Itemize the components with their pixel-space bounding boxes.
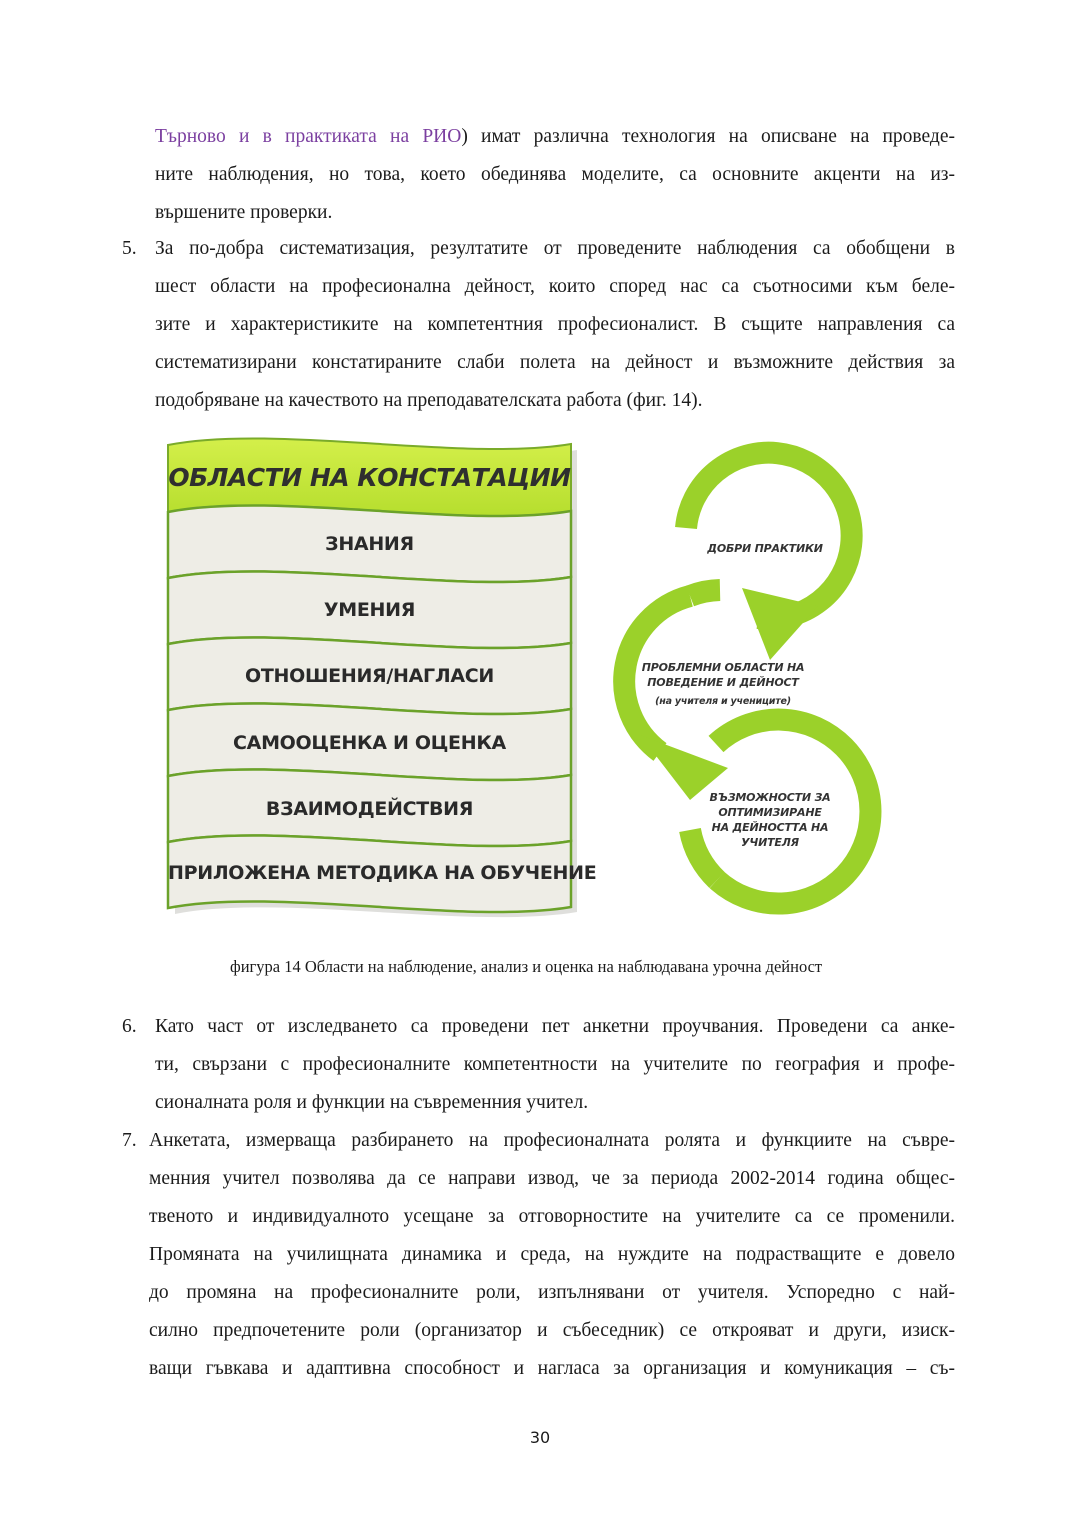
text-line: подобряване на качеството на преподавателската работа (фиг. 14). <box>155 390 703 411</box>
cycle-label-optimization: ВЪЗМОЖНОСТИ ЗА ОПТИМИЗИРАНЕ НА ДЕЙНОСТТА НА УЧИТЕЛЯ <box>709 791 831 849</box>
text-line: систематизирани констатираните слаби полета на дейност и възможните действия за <box>155 352 955 373</box>
text-line: Анкетата, измерваща разбирането на професионалната ролята и функциите на съвре- <box>149 1130 955 1151</box>
text-line: шест области на професионална дейност, които според нас са съотносими към беле- <box>155 276 955 297</box>
band-label-methodology: ПРИЛОЖЕНА МЕТОДИКА НА ОБУЧЕНИЕ <box>168 862 597 884</box>
cycle-label-good-practices: ДОБРИ ПРАКТИКИ <box>707 542 823 555</box>
band-label-skills: УМЕНИЯ <box>323 599 416 621</box>
band-label-knowledge: ЗНАНИЯ <box>325 533 414 555</box>
text-line: до промяна на професионалните роли, изпълнявани от учителя. Успоредно с най- <box>149 1282 955 1303</box>
cycle-ring-middle-tail <box>690 590 720 596</box>
list-item-6 <box>155 1008 955 1122</box>
banner-bands <box>168 505 597 912</box>
text-line: ващи гъвкава и адаптивна способност и нагласа за организация и комуникация – съ- <box>149 1358 955 1379</box>
text-line: Промяната на училищната динамика и среда, на нуждите на подрастващите е довело <box>149 1244 955 1265</box>
band-label-assessment: САМООЦЕНКА И ОЦЕНКА <box>233 732 506 754</box>
list-number: 5. <box>122 238 137 259</box>
text-line: зите и характеристиките на компетентния професионалист. В същите направления са <box>155 314 955 335</box>
text-line: твеното и индивидуалното усещане за отговорностите на учителите са се променили. <box>149 1206 955 1227</box>
page-number: 30 <box>529 1428 551 1447</box>
text-line: За по-добра систематизация, резултатите от проведените наблюдения са обобщени в <box>155 238 955 259</box>
text-line: силно предпочетените роли (организатор и събеседник) се открояват и други, изиск- <box>149 1320 955 1341</box>
inline-link[interactable]: Търново и в практиката на РИО <box>155 126 462 147</box>
band-label-attitudes: ОТНОШЕНИЯ/НАГЛАСИ <box>245 665 494 687</box>
band-label-interactions: ВЗАИМОДЕЙСТВИЯ <box>265 798 474 820</box>
text-line: Като част от изследването са проведени пет анкетни проучвания. Проведени са анке- <box>155 1016 955 1037</box>
text-line: сионалната роля и функции на съвременния учител. <box>155 1092 589 1113</box>
text-line: менния учител позволява да се направи извод, че за периода 2002-2014 година общес- <box>149 1168 955 1189</box>
banner-title: ОБЛАСТИ НА КОНСТАТАЦИИ <box>168 463 571 492</box>
list-number: 6. <box>122 1016 137 1037</box>
list-item-7 <box>149 1122 955 1388</box>
text-line: вършените проверки. <box>155 202 333 223</box>
text-line: Търново и в практиката на РИО) имат различна технология на описване на проведе- <box>155 126 955 147</box>
list-number: 7. <box>122 1130 137 1151</box>
figure-caption: фигура 14 Области на наблюдение, анализ и оценка на наблюдавана урочна дейност <box>230 957 823 976</box>
text-line: ните наблюдения, но това, което обединява моделите, са основните акценти на из- <box>155 164 955 185</box>
cycle-label-problem-areas: ПРОБЛЕМНИ ОБЛАСТИ НА ПОВЕДЕНИЕ И ДЕЙНОСТ (на учителя и учениците) <box>641 661 805 707</box>
text-line: ти, свързани с професионалните компетентности на учителите по география и профе- <box>155 1054 955 1075</box>
